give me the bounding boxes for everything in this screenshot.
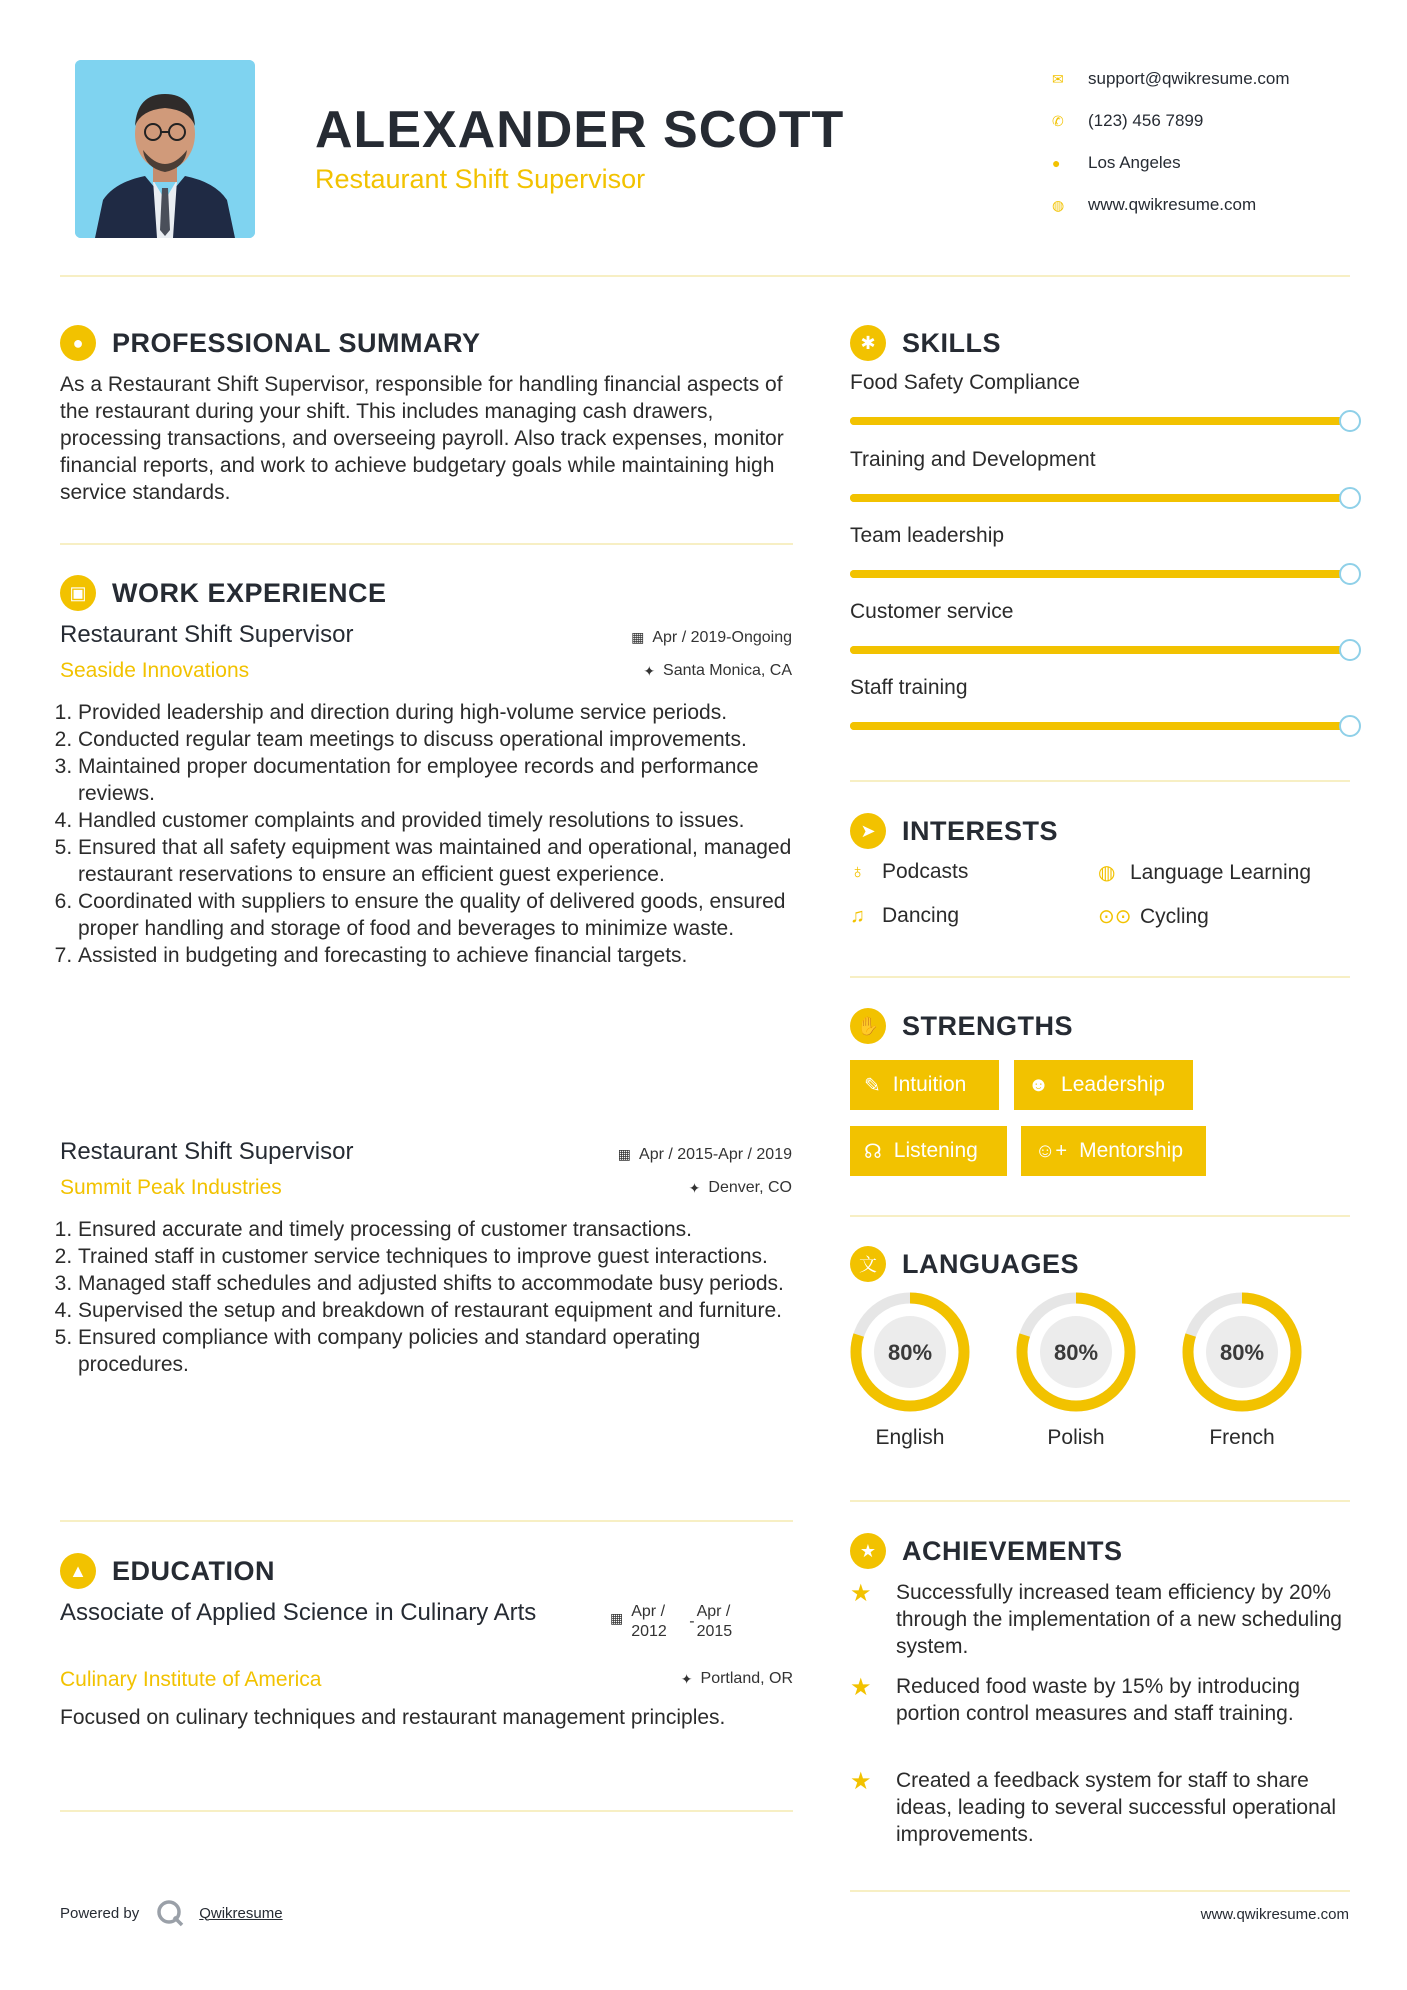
candidate-name: ALEXANDER SCOTT [315,101,845,159]
skill-item: Staff training [850,676,1360,730]
microphone-icon: ♁ [850,860,865,883]
company-name: Seaside Innovations [60,659,250,682]
interest-item: ♁ Podcasts [850,860,969,883]
language-icon: 文 [850,1246,886,1282]
skill-item: Food Safety Compliance [850,371,1360,425]
brand-link[interactable]: Qwikresume [199,1904,283,1922]
list-item: 6. Coordinated with suppliers to ensure the quality of delivered goods, ensured proper handling and storage of food and beverages to minimize waste. [78,888,792,942]
interest-item: ♫ Dancing [850,904,960,927]
strength-chip: ☊ Listening [850,1126,1007,1176]
job-location: ✦ Santa Monica, CA [643,662,792,679]
job-location: ✦ Denver, CO [688,1179,792,1196]
language-name: Polish [1047,1426,1105,1449]
qwikresume-logo-icon [155,1898,185,1928]
summary-text: As a Restaurant Shift Supervisor, responsible for handling financial aspects of the restaurant during your shift. This includes managing cash drawers, processing transactions, and overseeing payroll. Also track expenses, monitor financial reports, and work to achieve budgetary goals while maintaining high service standards. [60,373,784,504]
star-icon: ★ [850,1768,872,1795]
skill-knob [1339,563,1361,585]
interest-item: ◍ Language Learning [1098,860,1312,884]
job-dates: ▦ Apr / 2015-Apr / 2019 [617,1145,792,1163]
achievements-divider [850,1890,1350,1892]
list-item: 3. Managed staff schedules and adjusted shifts to accommodate busy periods. [78,1270,792,1297]
skill-knob [1339,410,1361,432]
star-icon: ★ [850,1580,872,1607]
paper-plane-icon: ➤ [850,813,886,849]
phone-icon: ✆ [1052,112,1064,129]
footer-website[interactable]: www.qwikresume.com [1200,1906,1349,1923]
pin-icon: ✦ [688,1179,701,1196]
language-name: English [875,1426,945,1449]
envelope-icon: ✉ [1052,70,1064,87]
skill-knob [1339,639,1361,661]
list-item: 5. Ensured compliance with company policies and standard operating procedures. [78,1324,792,1378]
education-heading: ▲ EDUCATION [60,1553,275,1589]
contact-email[interactable]: ✉ support@qwikresume.com [1052,69,1290,88]
job-entry [60,621,792,969]
skill-bar [850,570,1350,578]
skill-bar [850,417,1350,425]
strength-chip: ☻ Leadership [1014,1060,1193,1110]
list-item: 4. Handled customer complaints and provided timely resolutions to issues. [78,807,792,834]
list-item: 1. Provided leadership and direction during high-volume service periods. [78,699,792,726]
list-item: 7. Assisted in budgeting and forecasting to achieve financial targets. [78,942,792,969]
candidate-role: Restaurant Shift Supervisor [315,164,646,194]
interests-divider [850,976,1350,978]
strength-chip: ✎ Intuition [850,1060,999,1110]
skill-bar [850,646,1350,654]
graduation-cap-icon: ▲ [60,1553,96,1589]
strengths-heading: ✋ STRENGTHS [850,1008,1073,1044]
interests-heading: ➤ INTERESTS [850,813,1058,849]
duties-list [60,1216,792,1378]
user-icon: ● [60,325,96,361]
calendar-icon: ▦ [617,1146,632,1162]
experience-divider [60,1520,793,1522]
lightbulb-icon: ✱ [850,325,886,361]
users-icon: ☻ [1028,1073,1050,1096]
skill-item: Customer service [850,600,1360,654]
summary-divider [60,543,793,545]
languages-divider [850,1500,1350,1502]
education-dates: ▦ Apr / 2012 - Apr / 2015 [610,1603,733,1640]
language-ring [1014,1290,1138,1414]
language-percent: 80% [887,1340,933,1365]
pin-icon: ✦ [680,1670,693,1687]
location-pin-icon: ● [1052,155,1061,171]
language-percent: 80% [1219,1340,1265,1365]
job-title: Restaurant Shift Supervisor [60,1138,354,1165]
contact-list [1050,58,1370,226]
job-entry [60,1138,792,1378]
school-name: Culinary Institute of America [60,1668,322,1691]
list-item: 1. Ensured accurate and timely processing of customer transactions. [78,1216,792,1243]
duties-list [60,699,792,969]
skills-divider [850,780,1350,782]
list-item: 2. Conducted regular team meetings to discuss operational improvements. [78,726,792,753]
achievement-item: ★ Successfully increased team efficiency by 20% through the implementation of a new scheduling system. [850,1580,1342,1658]
list-item: 3. Maintained proper documentation for employee records and performance reviews. [78,753,792,807]
education-location: ✦ Portland, OR [680,1670,793,1687]
hand-icon: ✋ [850,1008,886,1044]
skill-bar [850,722,1350,730]
achievement-item: ★ Created a feedback system for staff to share ideas, leading to several successful operational improvements. [850,1768,1337,1846]
star-icon: ★ [850,1674,872,1701]
language-item [848,1290,972,1450]
skill-knob [1339,487,1361,509]
language-percent: 80% [1053,1340,1099,1365]
language-item [1014,1290,1138,1450]
list-item: 5. Ensured that all safety equipment was maintained and operational, managed restaurant reservations to ensure an efficient guest experience. [78,834,792,888]
header-divider [60,275,1350,277]
strengths-divider [850,1215,1350,1217]
skill-item: Team leadership [850,524,1360,578]
achievements-heading: ★ ACHIEVEMENTS [850,1533,1123,1569]
languages-heading: 文 LANGUAGES [850,1246,1079,1282]
achievement-item: ★ Reduced food waste by 15% by introducing portion control measures and staff training. [850,1674,1300,1725]
profile-photo [75,60,255,238]
company-name: Summit Peak Industries [60,1176,282,1199]
language-ring [1180,1290,1304,1414]
degree-title: Associate of Applied Science in Culinary Arts [60,1599,537,1626]
interest-item: ⊙⊙ Cycling [1098,904,1209,928]
skill-knob [1339,715,1361,737]
star-badge-icon: ★ [850,1533,886,1569]
user-plus-icon: ☺+ [1035,1139,1068,1162]
education-divider [60,1810,793,1812]
footer-powered-by: Powered by Qwikresume [60,1898,283,1928]
music-note-icon: ♫ [850,904,865,927]
language-item [1180,1290,1304,1450]
contact-phone[interactable]: ✆ (123) 456 7899 [1052,111,1204,130]
job-title: Restaurant Shift Supervisor [60,621,354,648]
skills-heading: ✱ SKILLS [850,325,1001,361]
strength-chip: ☺+ Mentorship [1021,1126,1206,1176]
education-description: Focused on culinary techniques and restaurant management principles. [60,1706,726,1729]
calendar-icon: ▦ [631,629,645,645]
bicycle-icon: ⊙⊙ [1098,906,1132,928]
job-dates: ▦ Apr / 2019-Ongoing [631,628,792,646]
language-name: French [1209,1426,1275,1449]
contact-location: ● Los Angeles [1052,153,1181,172]
globe-icon: ◍ [1052,196,1065,213]
magic-wand-icon: ✎ [864,1074,881,1097]
list-item: 2. Trained staff in customer service techniques to improve guest interactions. [78,1243,792,1270]
pin-icon: ✦ [643,662,656,679]
globe-icon: ◍ [1098,862,1116,884]
experience-heading: ▣ WORK EXPERIENCE [60,575,387,611]
headphones-icon: ☊ [864,1140,882,1163]
contact-website[interactable]: ◍ www.qwikresume.com [1052,195,1257,214]
skill-item: Training and Development [850,448,1360,502]
summary-heading: ● PROFESSIONAL SUMMARY [60,325,481,361]
skill-bar [850,494,1350,502]
list-item: 4. Supervised the setup and breakdown of restaurant equipment and furniture. [78,1297,792,1324]
briefcase-icon: ▣ [60,575,96,611]
calendar-icon: ▦ [610,1610,624,1626]
language-ring [848,1290,972,1414]
